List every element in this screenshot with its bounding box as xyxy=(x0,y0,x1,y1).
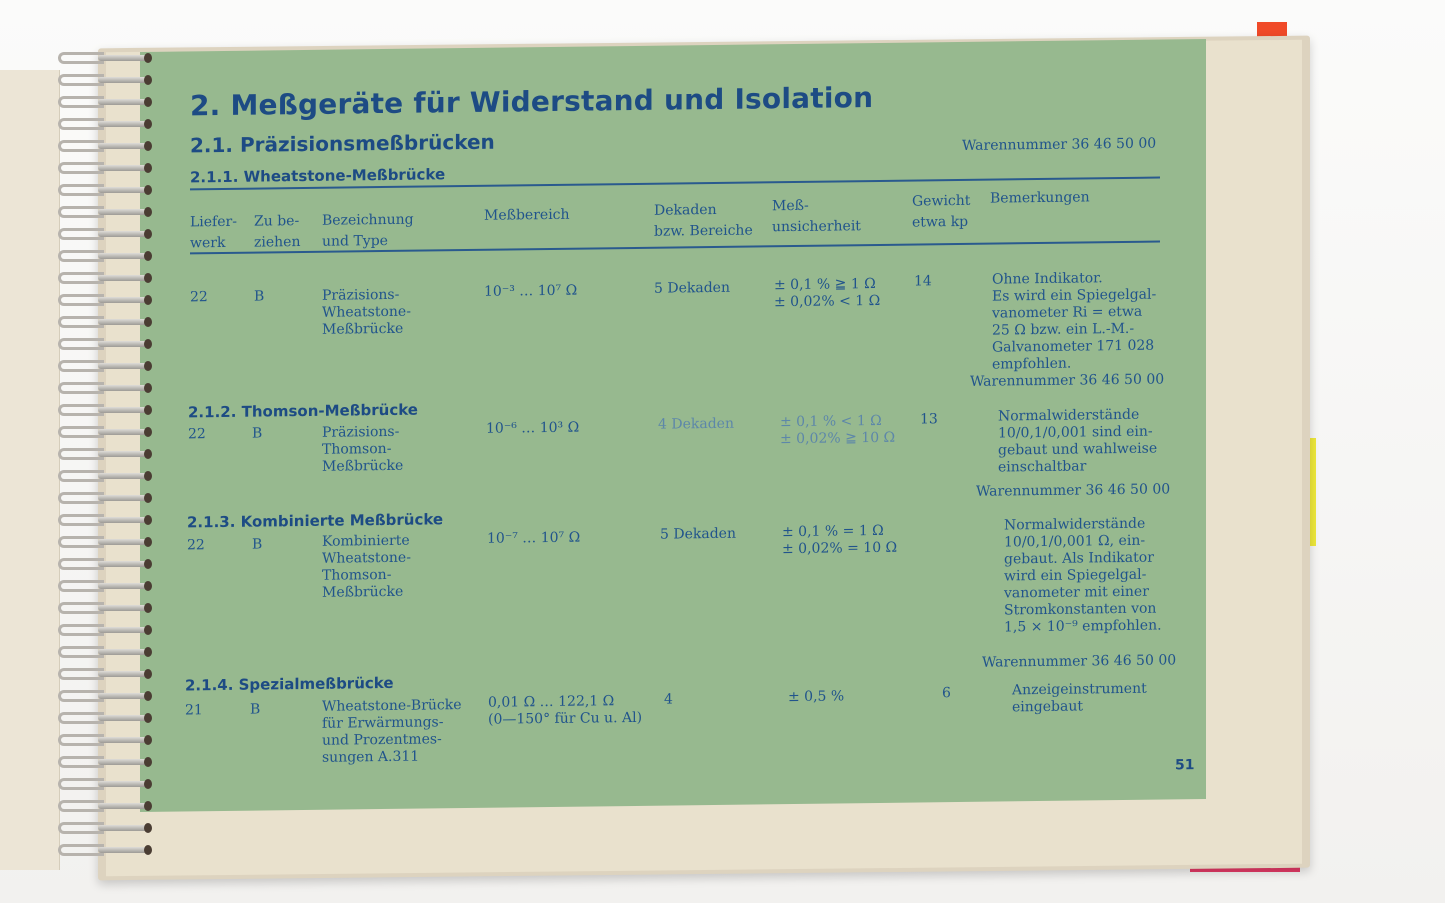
spiral-coil xyxy=(58,646,150,658)
row1-unsicherheit: ± 0,1 % ≧ 1 Ω ± 0,02% < 1 Ω xyxy=(774,276,881,311)
row3-messbereich: 10⁻⁷ … 10⁷ Ω xyxy=(487,529,581,547)
coil-bar xyxy=(98,803,148,809)
section-heading-kombinierte: 2.1.3. Kombinierte Meßbrücke xyxy=(187,510,444,532)
page-title: 2. Meßgeräte für Widerstand und Isolation xyxy=(190,81,874,123)
coil-hole xyxy=(144,801,152,811)
row1-bemerkungen: Ohne Indikator. Es wird ein Spiegelgal- vanometer Ri = etwa 25 Ω bzw. ein L.-M.- Galvanometer 171 028 empfohlen. xyxy=(992,270,1157,373)
section-subtitle: 2.1. Präzisionsmeßbrücken xyxy=(190,129,495,158)
warennummer-thomson: Warennummer 36 46 50 00 xyxy=(970,371,1165,390)
spiral-coil xyxy=(58,492,150,504)
coil-hole xyxy=(144,647,152,657)
coil-hole xyxy=(144,119,152,129)
row4-bezeichnung: Wheatstone-Brücke für Erwärmungs- und Prozentmes- sungen A.311 xyxy=(322,697,462,766)
spiral-coil xyxy=(58,558,150,570)
coil-hole xyxy=(144,97,152,107)
row2-bemerkungen: Normalwiderstände 10/0,1/0,001 sind ein- gebaut und wahlweise einschaltbar xyxy=(998,406,1158,476)
spiral-coil xyxy=(58,800,150,812)
coil-hole xyxy=(144,383,152,393)
coil-hole xyxy=(144,163,152,173)
spiral-coil xyxy=(58,602,150,614)
coil-bar xyxy=(98,451,148,457)
coil-hole xyxy=(144,823,152,833)
spiral-coil xyxy=(58,404,150,416)
coil-hole xyxy=(144,251,152,261)
coil-hole xyxy=(144,207,152,217)
row2-gewicht: 13 xyxy=(920,411,938,428)
spiral-coil xyxy=(58,52,150,64)
spiral-coil xyxy=(58,184,150,196)
row2-zu-beziehen: B xyxy=(252,425,263,442)
section-heading-thomson: 2.1.2. Thomson-Meßbrücke xyxy=(188,400,418,422)
coil-bar xyxy=(98,429,148,435)
coil-bar xyxy=(98,385,148,391)
col-bemerkungen: Bemerkungen xyxy=(990,189,1090,207)
spiral-coil xyxy=(58,844,150,856)
spiral-binding xyxy=(28,52,138,872)
coil-hole xyxy=(144,493,152,503)
spiral-coil xyxy=(58,250,150,262)
spiral-coil xyxy=(58,338,150,350)
row3-zu-beziehen: B xyxy=(252,536,263,553)
coil-hole xyxy=(144,735,152,745)
coil-hole xyxy=(144,471,152,481)
spiral-coil xyxy=(58,382,150,394)
coil-bar xyxy=(98,759,148,765)
section-heading-spezial: 2.1.4. Spezialmeßbrücke xyxy=(185,673,394,695)
warennummer-wheatstone: Warennummer 36 46 50 00 xyxy=(962,135,1157,154)
row2-lieferwerk: 22 xyxy=(188,426,206,443)
coil-bar xyxy=(98,825,148,831)
spiral-coil xyxy=(58,580,150,592)
spiral-coil xyxy=(58,690,150,702)
spiral-coil xyxy=(58,470,150,482)
coil-bar xyxy=(98,165,148,171)
coil-bar xyxy=(98,693,148,699)
row2-dekaden: 4 Dekaden xyxy=(658,415,734,433)
row4-lieferwerk: 21 xyxy=(185,702,203,719)
coil-bar xyxy=(98,583,148,589)
coil-bar xyxy=(98,737,148,743)
row1-dekaden: 5 Dekaden xyxy=(654,279,730,297)
spiral-coil xyxy=(58,360,150,372)
row1-bezeichnung: Präzisions- Wheatstone- Meßbrücke xyxy=(322,286,411,338)
coil-hole xyxy=(144,603,152,613)
row4-dekaden: 4 xyxy=(664,691,673,708)
coil-hole xyxy=(144,779,152,789)
coil-bar xyxy=(98,341,148,347)
coil-hole xyxy=(144,449,152,459)
row4-gewicht: 6 xyxy=(942,685,951,702)
green-content-panel xyxy=(140,39,1206,812)
spiral-coil xyxy=(58,734,150,746)
row2-unsicherheit: ± 0,1 % < 1 Ω ± 0,02% ≧ 10 Ω xyxy=(780,412,896,448)
coil-bar xyxy=(98,781,148,787)
coil-hole xyxy=(144,559,152,569)
row2-bezeichnung: Präzisions- Thomson- Meßbrücke xyxy=(322,423,404,475)
coil-hole xyxy=(144,669,152,679)
coil-hole xyxy=(144,515,152,525)
coil-hole xyxy=(144,713,152,723)
coil-hole xyxy=(144,229,152,239)
spiral-coil xyxy=(58,96,150,108)
spiral-coil xyxy=(58,822,150,834)
row3-bemerkungen: Normalwiderstände 10/0,1/0,001 Ω, ein- gebaut. Als Indikator wird ein Spiegelgal- vanometer mit einer Stromkonstanten von 1,5 × 10⁻⁹ empfohlen. xyxy=(1004,515,1162,636)
coil-hole xyxy=(144,757,152,767)
col-bezeichnung: Bezeichnung und Type xyxy=(322,211,414,250)
row3-unsicherheit: ± 0,1 % = 1 Ω ± 0,02% = 10 Ω xyxy=(782,522,898,558)
spiral-coil xyxy=(58,624,150,636)
row4-messbereich: 0,01 Ω … 122,1 Ω (0—150° für Cu u. Al) xyxy=(488,693,643,728)
coil-bar xyxy=(98,253,148,259)
coil-hole xyxy=(144,581,152,591)
coil-hole xyxy=(144,185,152,195)
coil-hole xyxy=(144,691,152,701)
col-zu-beziehen: Zu be- ziehen xyxy=(254,213,301,251)
spiral-coil xyxy=(58,206,150,218)
row1-gewicht: 14 xyxy=(914,273,932,290)
coil-bar xyxy=(98,297,148,303)
coil-bar xyxy=(98,715,148,721)
coil-hole xyxy=(144,295,152,305)
coil-bar xyxy=(98,473,148,479)
spiral-coil xyxy=(58,74,150,86)
spiral-coil xyxy=(58,668,150,680)
row1-zu-beziehen: B xyxy=(254,288,265,305)
coil-bar xyxy=(98,495,148,501)
coil-bar xyxy=(98,671,148,677)
coil-bar xyxy=(98,143,148,149)
col-unsicherheit: Meß- unsicherheit xyxy=(772,197,861,236)
coil-bar xyxy=(98,539,148,545)
coil-hole xyxy=(144,273,152,283)
coil-bar xyxy=(98,99,148,105)
spiral-coil xyxy=(58,228,150,240)
coil-hole xyxy=(144,317,152,327)
coil-bar xyxy=(98,649,148,655)
row3-bezeichnung: Kombinierte Wheatstone- Thomson- Meßbrücke xyxy=(322,532,411,601)
coil-hole xyxy=(144,339,152,349)
spiral-coil xyxy=(58,272,150,284)
coil-hole xyxy=(144,537,152,547)
col-messbereich: Meßbereich xyxy=(484,206,570,224)
spiral-coil xyxy=(58,294,150,306)
col-lieferwerk: Liefer- werk xyxy=(190,213,237,252)
col-gewicht: Gewicht etwa kp xyxy=(912,192,971,231)
page-number: 51 xyxy=(1175,757,1195,774)
coil-bar xyxy=(98,319,148,325)
coil-bar xyxy=(98,407,148,413)
coil-bar xyxy=(98,275,148,281)
coil-bar xyxy=(98,77,148,83)
coil-bar xyxy=(98,847,148,853)
row2-messbereich: 10⁻⁶ … 10³ Ω xyxy=(486,419,580,437)
row4-zu-beziehen: B xyxy=(250,701,261,718)
spiral-coil xyxy=(58,536,150,548)
coil-bar xyxy=(98,363,148,369)
coil-hole xyxy=(144,75,152,85)
coil-bar xyxy=(98,209,148,215)
spiral-coil xyxy=(58,316,150,328)
coil-bar xyxy=(98,55,148,61)
spiral-coil xyxy=(58,756,150,768)
coil-bar xyxy=(98,121,148,127)
spiral-coil xyxy=(58,162,150,174)
coil-hole xyxy=(144,53,152,63)
coil-hole xyxy=(144,361,152,371)
row1-lieferwerk: 22 xyxy=(190,289,208,306)
warennummer-spezial: Warennummer 36 46 50 00 xyxy=(982,652,1177,671)
coil-bar xyxy=(98,627,148,633)
coil-hole xyxy=(144,845,152,855)
spiral-coil xyxy=(58,514,150,526)
row1-messbereich: 10⁻³ … 10⁷ Ω xyxy=(484,282,578,300)
spiral-coil xyxy=(58,426,150,438)
col-dekaden: Dekaden bzw. Bereiche xyxy=(654,201,753,240)
coil-bar xyxy=(98,517,148,523)
coil-bar xyxy=(98,231,148,237)
row4-unsicherheit: ± 0,5 % xyxy=(788,688,845,706)
warennummer-kombinierte: Warennummer 36 46 50 00 xyxy=(976,481,1171,500)
coil-hole xyxy=(144,427,152,437)
row3-dekaden: 5 Dekaden xyxy=(660,525,736,543)
spiral-coil xyxy=(58,712,150,724)
coil-bar xyxy=(98,605,148,611)
coil-bar xyxy=(98,561,148,567)
coil-hole xyxy=(144,625,152,635)
coil-hole xyxy=(144,141,152,151)
row4-bemerkungen: Anzeigeinstrument eingebaut xyxy=(1012,680,1147,716)
spiral-coil xyxy=(58,448,150,460)
spiral-coil xyxy=(58,118,150,130)
spiral-coil xyxy=(58,140,150,152)
spiral-coil xyxy=(58,778,150,790)
row3-lieferwerk: 22 xyxy=(187,537,205,554)
section-heading-wheatstone: 2.1.1. Wheatstone-Meßbrücke xyxy=(190,165,446,187)
coil-hole xyxy=(144,405,152,415)
coil-bar xyxy=(98,187,148,193)
